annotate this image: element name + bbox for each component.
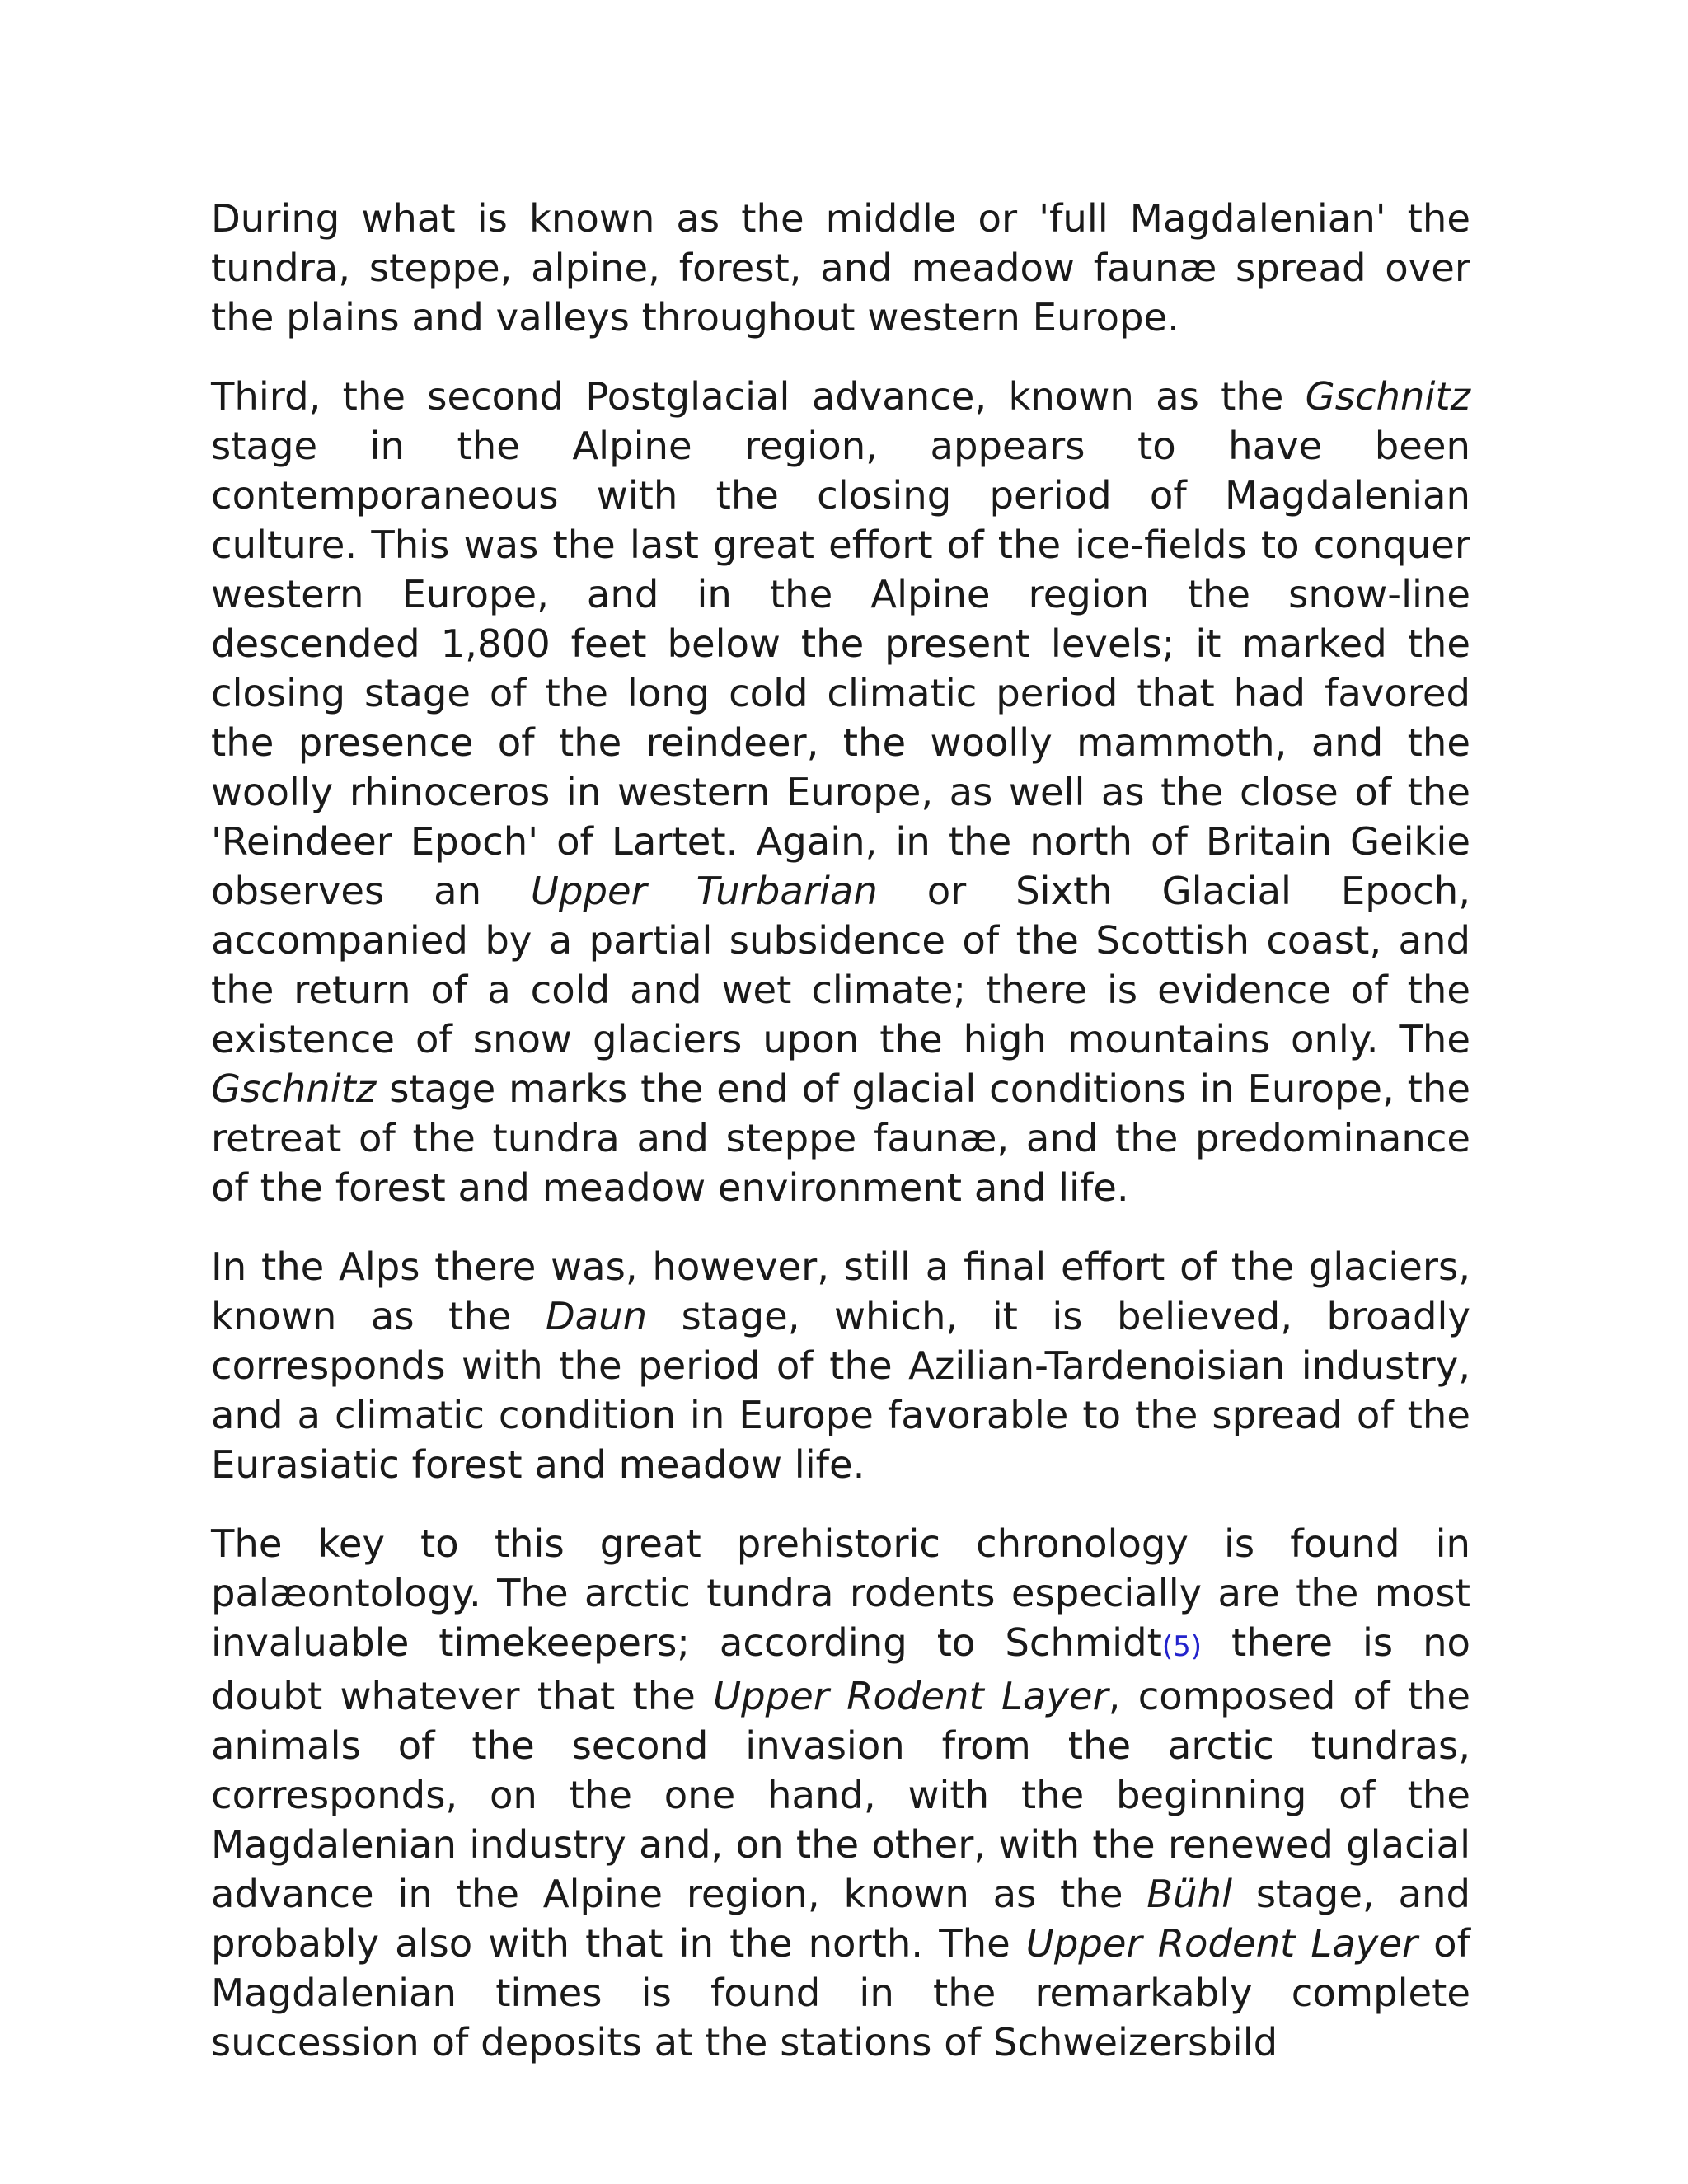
italic-term: Gschnitz [1305, 374, 1470, 419]
text-run: Third, the second Postglacial advance, known as the [211, 374, 1306, 419]
text-run: stage marks the end of glacial conditions in Europe, the retreat of the tundra and steppe faunæ, and the predominance of the forest and meadow environment and life. [211, 1066, 1470, 1210]
body-paragraph [211, 194, 1470, 342]
italic-term: Upper Rodent Layer [713, 1674, 1109, 1718]
text-run: In the Alps there was, however, still a final effort of the glaciers, known as the [211, 1244, 1470, 1338]
text-run: of Magdalenian times is found in the remarkably complete succession of deposits at the stations of Schweizersbild [211, 1921, 1470, 2064]
text-run: The key to this great prehistoric chronology is found in palæontology. The arctic tundra rodents especially are the most invaluable timekeepers; according to Schmidt [211, 1521, 1470, 1665]
text-run: stage, which, it is believed, broadly corresponds with the period of the Azilian-Tardenoisian industry, and a climatic condition in Europe favorable to the spread of the Eurasiatic forest and meadow life. [211, 1294, 1470, 1487]
italic-term: Bühl [1146, 1872, 1233, 1916]
text-run: or Sixth Glacial Epoch, accompanied by a partial subsidence of the Scottish coast, and the return of a cold and wet climate; there is evidence of the existence of snow glaciers upon the high mountains only. The [211, 869, 1470, 1062]
text-run: stage, and probably also with that in the north. The [211, 1872, 1470, 1966]
italic-term: Upper Rodent Layer [1025, 1921, 1418, 1966]
text-run: there is no doubt whatever that the [211, 1620, 1470, 1718]
italic-term: Daun [545, 1294, 648, 1338]
body-paragraph [211, 1519, 1470, 2067]
text-run: stage in the Alpine region, appears to have been contemporaneous with the closing period of Magdalenian culture. This was the last great effort of the ice-fields to conquer western Europe, and in the Alpine region the snow-line descended 1,800 feet below the present levels; it marked the closing stage of the long cold climatic period that had favored the presence of the reindeer, the woolly mammoth, and the woolly rhinoceros in western Europe, as well as the close of the 'Reindeer Epoch' of Lartet. Again, in the north of Britain Geikie observes an [211, 424, 1470, 913]
italic-term: Gschnitz [211, 1066, 377, 1111]
italic-term: Upper Turbarian [530, 869, 878, 913]
document-page [211, 194, 1470, 2067]
text-run: During what is known as the middle or 'full Magdalenian' the tundra, steppe, alpine, forest, and meadow faunæ spread over the plains and valleys throughout western Europe. [211, 196, 1470, 340]
body-paragraph [211, 1242, 1470, 1489]
body-paragraph [211, 372, 1470, 1212]
text-run: , composed of the animals of the second invasion from the arctic tundras, corresponds, on the one hand, with the beginning of the Magdalenian industry and, on the other, with the renewed glacial advance in the Alpine region, known as the [211, 1674, 1470, 1916]
footnote-link[interactable]: (5) [1161, 1630, 1203, 1663]
